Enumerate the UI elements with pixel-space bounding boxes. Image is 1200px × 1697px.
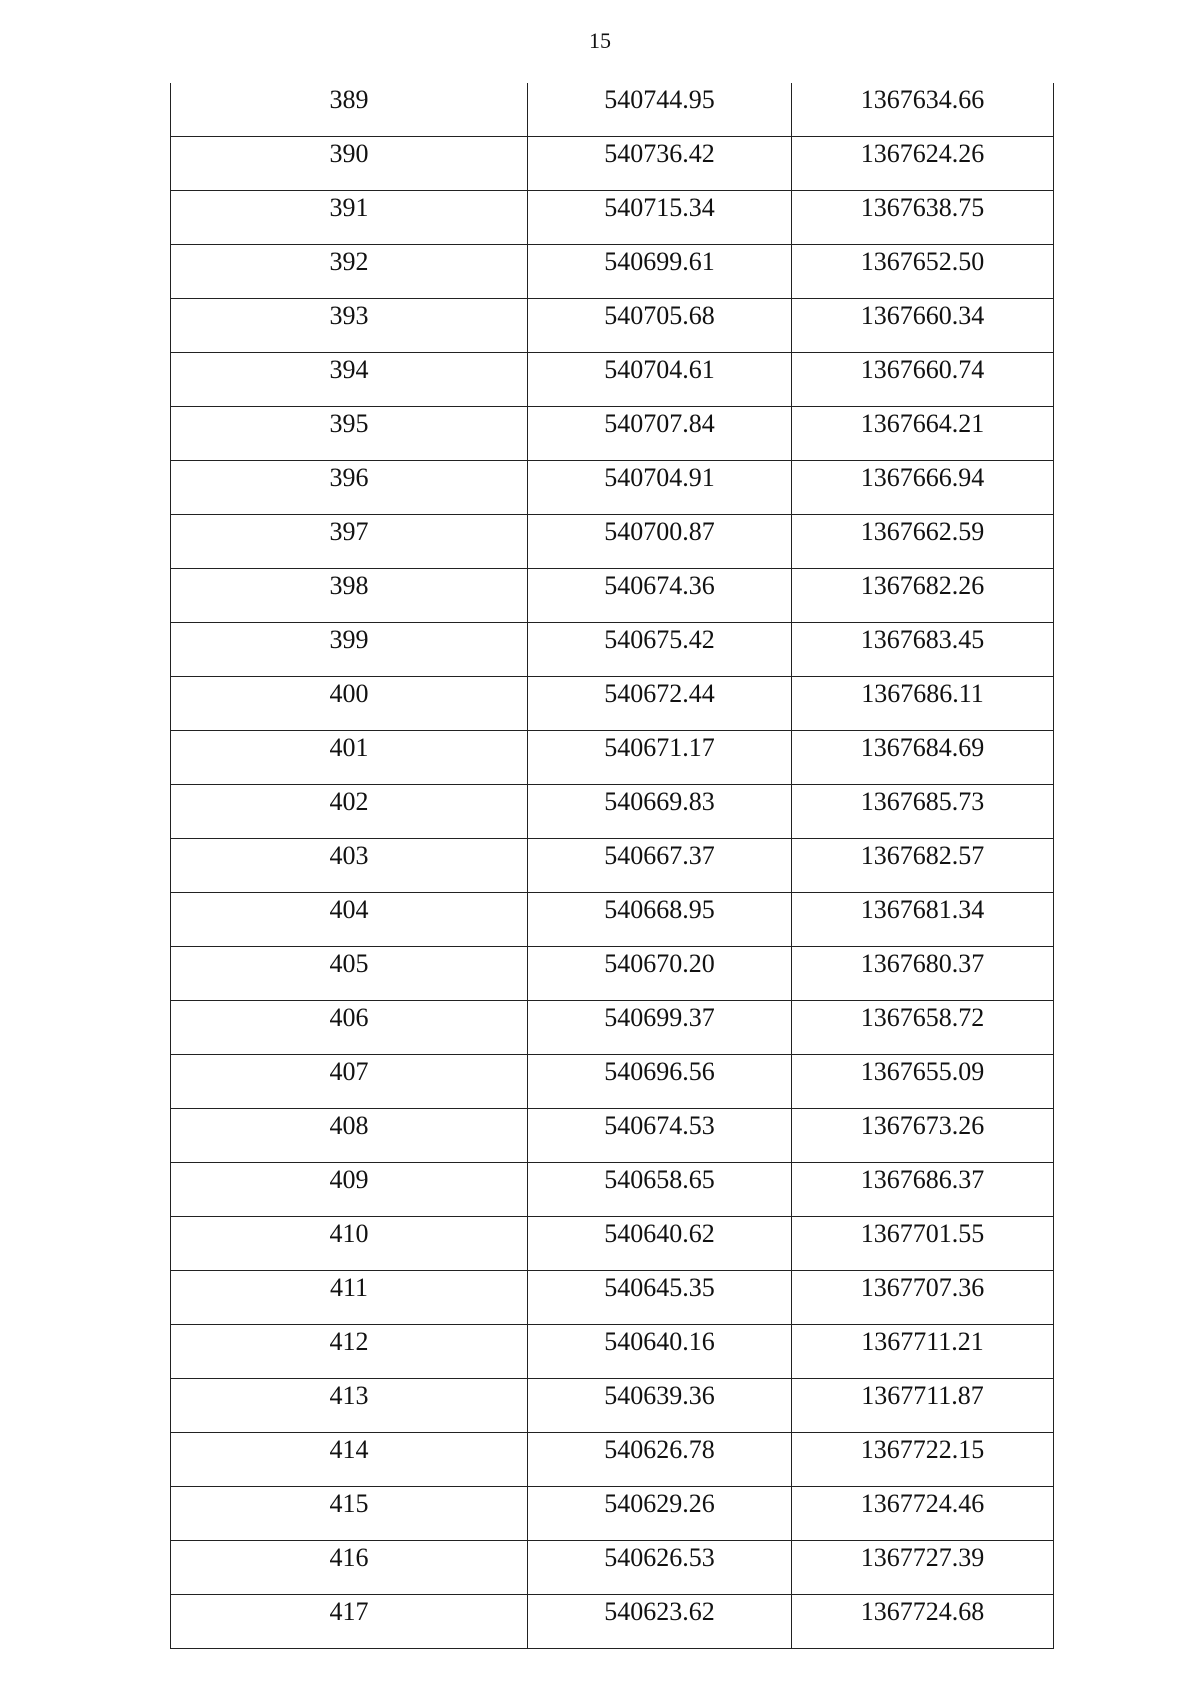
cell-text: 1367707.36: [860, 1273, 985, 1302]
cell-text: 1367727.39: [860, 1543, 985, 1572]
point-number-cell: [171, 1487, 528, 1541]
cell-text: 1367624.26: [860, 139, 985, 168]
y-coordinate-cell: [792, 1325, 1054, 1379]
cell-text: 414: [329, 1435, 369, 1464]
y-coordinate-cell: [792, 839, 1054, 893]
x-coordinate-cell: [528, 299, 792, 353]
table-row: [171, 839, 1054, 893]
point-number-cell: [171, 1379, 528, 1433]
x-coordinate-cell: [528, 137, 792, 191]
table-row: [171, 785, 1054, 839]
cell-text: 1367724.68: [860, 1597, 985, 1626]
cell-text: 1367660.74: [860, 355, 985, 384]
x-coordinate-cell: [528, 1001, 792, 1055]
x-coordinate-cell: [528, 461, 792, 515]
x-coordinate-cell: [528, 1271, 792, 1325]
table-row: [171, 191, 1054, 245]
y-coordinate-cell: [792, 1001, 1054, 1055]
point-number-cell: [171, 1163, 528, 1217]
cell-text: 410: [329, 1219, 369, 1248]
cell-text: 1367666.94: [860, 463, 985, 492]
cell-text: 540696.56: [604, 1057, 715, 1086]
y-coordinate-cell: [792, 461, 1054, 515]
table-row: [171, 299, 1054, 353]
cell-text: 1367660.34: [860, 301, 985, 330]
cell-text: 391: [329, 193, 369, 222]
y-coordinate-cell: [792, 785, 1054, 839]
point-number-cell: [171, 299, 528, 353]
cell-text: 540671.17: [604, 733, 715, 762]
cell-text: 1367724.46: [860, 1489, 985, 1518]
point-number-cell: [171, 569, 528, 623]
cell-text: 406: [329, 1003, 369, 1032]
y-coordinate-cell: [792, 1433, 1054, 1487]
cell-text: 540736.42: [604, 139, 715, 168]
y-coordinate-cell: [792, 1541, 1054, 1595]
table-row: [171, 1595, 1054, 1649]
x-coordinate-cell: [528, 839, 792, 893]
table-row: [171, 1325, 1054, 1379]
cell-text: 394: [329, 355, 369, 384]
cell-text: 403: [329, 841, 369, 870]
point-number-cell: [171, 893, 528, 947]
cell-text: 1367664.21: [860, 409, 985, 438]
y-coordinate-cell: [792, 677, 1054, 731]
table-row: [171, 1379, 1054, 1433]
cell-text: 540669.83: [604, 787, 715, 816]
cell-text: 540640.62: [604, 1219, 715, 1248]
x-coordinate-cell: [528, 677, 792, 731]
cell-text: 1367680.37: [860, 949, 985, 978]
y-coordinate-cell: [792, 1487, 1054, 1541]
cell-text: 540658.65: [604, 1165, 715, 1194]
coordinates-table: [170, 83, 1054, 1649]
cell-text: 540672.44: [604, 679, 715, 708]
point-number-cell: [171, 839, 528, 893]
x-coordinate-cell: [528, 569, 792, 623]
cell-text: 407: [329, 1057, 369, 1086]
y-coordinate-cell: [792, 1217, 1054, 1271]
point-number-cell: [171, 1541, 528, 1595]
cell-text: 393: [329, 301, 369, 330]
cell-text: 1367655.09: [860, 1057, 985, 1086]
y-coordinate-cell: [792, 1595, 1054, 1649]
point-number-cell: [171, 461, 528, 515]
point-number-cell: [171, 1109, 528, 1163]
cell-text: 400: [329, 679, 369, 708]
x-coordinate-cell: [528, 1217, 792, 1271]
cell-text: 416: [329, 1543, 369, 1572]
point-number-cell: [171, 623, 528, 677]
y-coordinate-cell: [792, 1379, 1054, 1433]
cell-text: 540667.37: [604, 841, 715, 870]
table-row: [171, 353, 1054, 407]
cell-text: 415: [329, 1489, 369, 1518]
table-row: [171, 731, 1054, 785]
x-coordinate-cell: [528, 731, 792, 785]
cell-text: 405: [329, 949, 369, 978]
point-number-cell: [171, 83, 528, 137]
x-coordinate-cell: [528, 947, 792, 1001]
y-coordinate-cell: [792, 1163, 1054, 1217]
y-coordinate-cell: [792, 245, 1054, 299]
cell-text: 540640.16: [604, 1327, 715, 1356]
cell-text: 409: [329, 1165, 369, 1194]
y-coordinate-cell: [792, 947, 1054, 1001]
cell-text: 1367658.72: [860, 1003, 985, 1032]
cell-text: 398: [329, 571, 369, 600]
point-number-cell: [171, 353, 528, 407]
cell-text: 540626.53: [604, 1543, 715, 1572]
cell-text: 540699.61: [604, 247, 715, 276]
cell-text: 540674.36: [604, 571, 715, 600]
point-number-cell: [171, 785, 528, 839]
x-coordinate-cell: [528, 1379, 792, 1433]
table-row: [171, 1217, 1054, 1271]
point-number-cell: [171, 191, 528, 245]
table-row: [171, 461, 1054, 515]
cell-text: 1367681.34: [860, 895, 985, 924]
x-coordinate-cell: [528, 1487, 792, 1541]
x-coordinate-cell: [528, 407, 792, 461]
y-coordinate-cell: [792, 191, 1054, 245]
y-coordinate-cell: [792, 623, 1054, 677]
x-coordinate-cell: [528, 83, 792, 137]
cell-text: 1367673.26: [860, 1111, 985, 1140]
point-number-cell: [171, 407, 528, 461]
cell-text: 540668.95: [604, 895, 715, 924]
y-coordinate-cell: [792, 1271, 1054, 1325]
x-coordinate-cell: [528, 1109, 792, 1163]
table-row: [171, 1109, 1054, 1163]
table-row: [171, 1055, 1054, 1109]
cell-text: 402: [329, 787, 369, 816]
coordinates-table-body: [171, 83, 1054, 1649]
point-number-cell: [171, 1433, 528, 1487]
cell-text: 390: [329, 139, 369, 168]
y-coordinate-cell: [792, 569, 1054, 623]
x-coordinate-cell: [528, 353, 792, 407]
cell-text: 411: [329, 1273, 369, 1302]
cell-text: 1367638.75: [860, 193, 985, 222]
cell-text: 540744.95: [604, 85, 715, 114]
cell-text: 1367686.11: [861, 679, 984, 708]
point-number-cell: [171, 1271, 528, 1325]
cell-text: 399: [329, 625, 369, 654]
x-coordinate-cell: [528, 785, 792, 839]
cell-text: 1367711.87: [861, 1381, 984, 1410]
cell-text: 404: [329, 895, 369, 924]
cell-text: 417: [329, 1597, 369, 1626]
table-row: [171, 893, 1054, 947]
cell-text: 540705.68: [604, 301, 715, 330]
cell-text: 408: [329, 1111, 369, 1140]
point-number-cell: [171, 1001, 528, 1055]
point-number-cell: [171, 1217, 528, 1271]
cell-text: 540629.26: [604, 1489, 715, 1518]
y-coordinate-cell: [792, 299, 1054, 353]
cell-text: 540674.53: [604, 1111, 715, 1140]
cell-text: 1367682.57: [860, 841, 985, 870]
y-coordinate-cell: [792, 1055, 1054, 1109]
cell-text: 401: [329, 733, 369, 762]
table-row: [171, 623, 1054, 677]
y-coordinate-cell: [792, 893, 1054, 947]
page-number: 15: [589, 28, 611, 53]
cell-text: 392: [329, 247, 369, 276]
cell-text: 540699.37: [604, 1003, 715, 1032]
cell-text: 540707.84: [604, 409, 715, 438]
point-number-cell: [171, 1325, 528, 1379]
x-coordinate-cell: [528, 515, 792, 569]
cell-text: 1367683.45: [860, 625, 985, 654]
cell-text: 540704.91: [604, 463, 715, 492]
table-row: [171, 137, 1054, 191]
cell-text: 540645.35: [604, 1273, 715, 1302]
cell-text: 397: [329, 517, 369, 546]
y-coordinate-cell: [792, 1109, 1054, 1163]
point-number-cell: [171, 137, 528, 191]
table-row: [171, 677, 1054, 731]
x-coordinate-cell: [528, 191, 792, 245]
x-coordinate-cell: [528, 893, 792, 947]
y-coordinate-cell: [792, 407, 1054, 461]
cell-text: 395: [329, 409, 369, 438]
cell-text: 1367686.37: [860, 1165, 985, 1194]
cell-text: 1367634.66: [860, 85, 985, 114]
x-coordinate-cell: [528, 1433, 792, 1487]
point-number-cell: [171, 515, 528, 569]
cell-text: 1367701.55: [860, 1219, 985, 1248]
cell-text: 1367684.69: [860, 733, 985, 762]
cell-text: 540626.78: [604, 1435, 715, 1464]
y-coordinate-cell: [792, 731, 1054, 785]
cell-text: 1367682.26: [860, 571, 985, 600]
x-coordinate-cell: [528, 1595, 792, 1649]
x-coordinate-cell: [528, 245, 792, 299]
cell-text: 1367711.21: [861, 1327, 984, 1356]
point-number-cell: [171, 245, 528, 299]
table-row: [171, 947, 1054, 1001]
point-number-cell: [171, 677, 528, 731]
table-row: [171, 1271, 1054, 1325]
cell-text: 540670.20: [604, 949, 715, 978]
x-coordinate-cell: [528, 1055, 792, 1109]
y-coordinate-cell: [792, 353, 1054, 407]
cell-text: 1367685.73: [860, 787, 985, 816]
table-row: [171, 407, 1054, 461]
cell-text: 540700.87: [604, 517, 715, 546]
table-row: [171, 1541, 1054, 1595]
x-coordinate-cell: [528, 623, 792, 677]
table-row: [171, 569, 1054, 623]
x-coordinate-cell: [528, 1163, 792, 1217]
cell-text: 540639.36: [604, 1381, 715, 1410]
cell-text: 413: [329, 1381, 369, 1410]
table-row: [171, 1433, 1054, 1487]
x-coordinate-cell: [528, 1325, 792, 1379]
cell-text: 540715.34: [604, 193, 715, 222]
y-coordinate-cell: [792, 137, 1054, 191]
cell-text: 1367722.15: [860, 1435, 985, 1464]
point-number-cell: [171, 1055, 528, 1109]
cell-text: 540675.42: [604, 625, 715, 654]
cell-text: 540623.62: [604, 1597, 715, 1626]
cell-text: 540704.61: [604, 355, 715, 384]
point-number-cell: [171, 947, 528, 1001]
point-number-cell: [171, 1595, 528, 1649]
cell-text: 1367652.50: [860, 247, 985, 276]
y-coordinate-cell: [792, 83, 1054, 137]
table-row: [171, 1163, 1054, 1217]
table-row: [171, 245, 1054, 299]
table-row: [171, 1001, 1054, 1055]
table-row: [171, 515, 1054, 569]
cell-text: 412: [329, 1327, 369, 1356]
y-coordinate-cell: [792, 515, 1054, 569]
cell-text: 396: [329, 463, 369, 492]
x-coordinate-cell: [528, 1541, 792, 1595]
cell-text: 389: [329, 85, 369, 114]
table-row: [171, 1487, 1054, 1541]
table-row: [171, 83, 1054, 137]
point-number-cell: [171, 731, 528, 785]
cell-text: 1367662.59: [860, 517, 985, 546]
